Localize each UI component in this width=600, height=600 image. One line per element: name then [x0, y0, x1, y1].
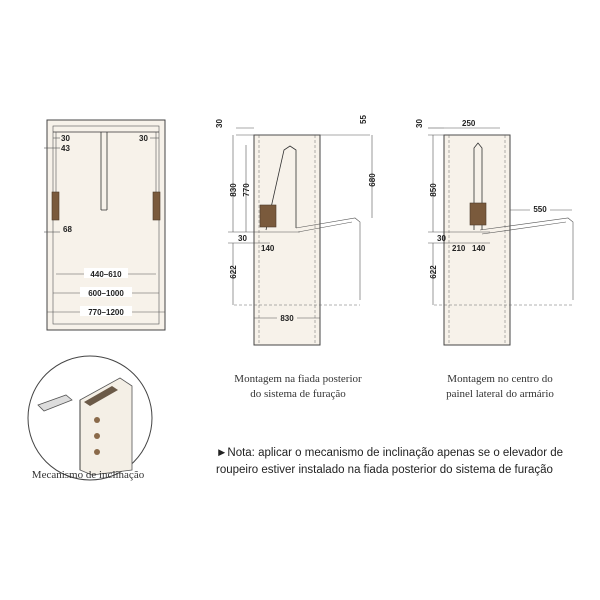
left-mechanism [52, 192, 59, 220]
drill-hole [94, 417, 100, 423]
dim-top-gap: 30 [415, 119, 424, 128]
dim-width-min: 440–610 [90, 270, 122, 279]
dim-lower: 622 [229, 265, 238, 279]
tilt-mechanism-detail [28, 356, 152, 480]
side-view-center [415, 119, 573, 345]
caption-center [420, 372, 580, 402]
dim-height-right: 680 [368, 173, 377, 187]
caption-rear-row [218, 372, 378, 402]
dim-top-width: 250 [462, 119, 476, 128]
dim-offset-b: 140 [472, 244, 486, 253]
caption-line: painel lateral do armário [446, 388, 554, 400]
note-marker-icon: ► [216, 447, 228, 459]
dim-gap: 30 [437, 234, 446, 243]
side-view-rear-row [215, 115, 377, 345]
dim-top-left: 30 [61, 134, 70, 143]
dim-height: 850 [429, 183, 438, 197]
dim-depth: 830 [280, 314, 294, 323]
installation-note [216, 445, 596, 479]
dim-height-total: 830 [229, 183, 238, 197]
caption-line: Montagem na fiada posterior [234, 373, 362, 385]
lift-mechanism [470, 203, 486, 225]
right-mechanism [153, 192, 160, 220]
drill-hole [94, 433, 100, 439]
caption-line: Montagem no centro do [447, 373, 553, 385]
dim-offset: 140 [261, 244, 275, 253]
dim-width-max: 770–1200 [88, 308, 124, 317]
dim-width-mid: 600–1000 [88, 289, 124, 298]
note-text: Nota: aplicar o mecanismo de inclinação apenas se o elevador de roupeiro estiver instalado na fiada posterior do sistema de furação [216, 447, 564, 476]
dim-lower: 622 [429, 265, 438, 279]
dim-side: 68 [63, 225, 72, 234]
dim-offset-a: 210 [452, 244, 466, 253]
dim-top-right: 30 [139, 134, 148, 143]
dim-top-right: 55 [359, 115, 368, 124]
dim-height-inner: 770 [242, 183, 251, 197]
dim-top-gap: 30 [215, 119, 224, 128]
lift-mechanism [260, 205, 276, 227]
side-panel [444, 135, 510, 345]
drill-hole [94, 449, 100, 455]
caption-line: do sistema de furação [250, 388, 346, 400]
dim-reach: 550 [533, 205, 547, 214]
caption-tilt-mechanism: Mecanismo de inclinação [31, 469, 145, 481]
dim-inset: 43 [61, 144, 70, 153]
front-view [44, 120, 165, 330]
dim-gap: 30 [238, 234, 247, 243]
